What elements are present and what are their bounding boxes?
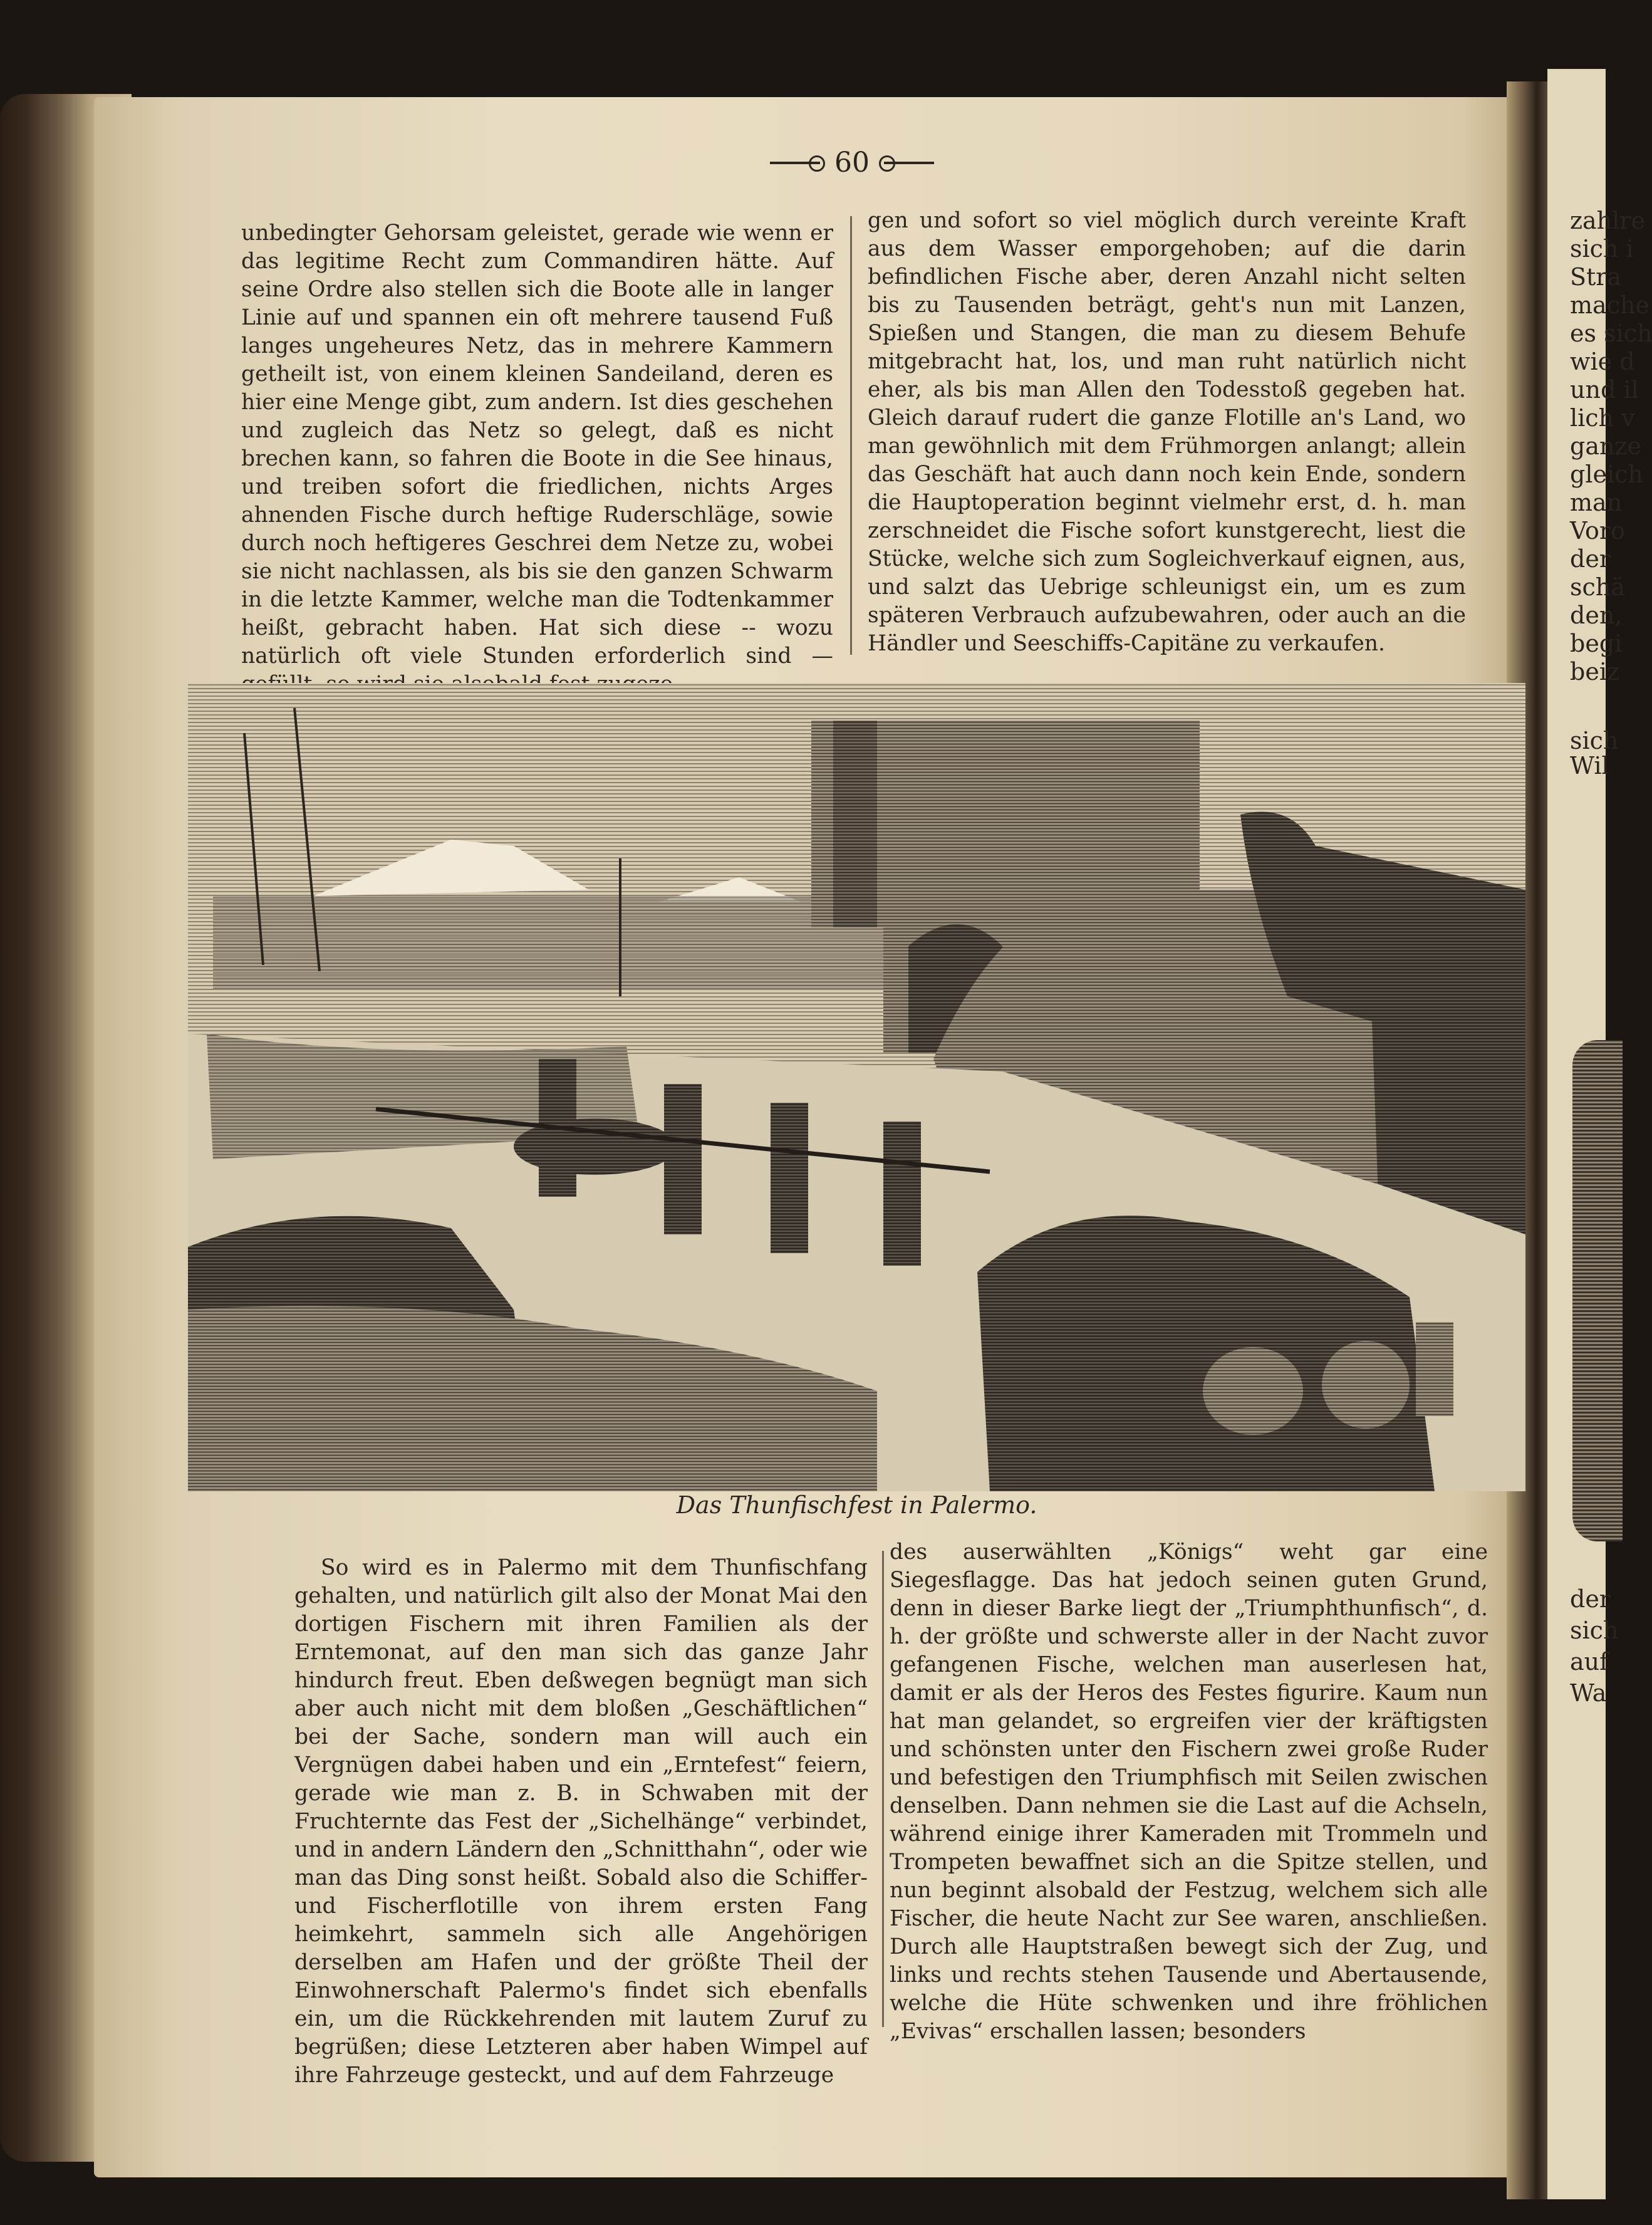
facing-page-fragment xyxy=(1547,69,1652,2199)
ornament-left-icon xyxy=(770,162,820,164)
facing-page-text-fragment: ganze xyxy=(1570,432,1641,460)
facing-page-text-fragment: und il xyxy=(1570,376,1639,404)
column-bottom-left xyxy=(294,1554,868,2090)
facing-page-text-fragment: man xyxy=(1570,489,1623,516)
facing-page-text-fragment: Wa xyxy=(1570,1679,1607,1707)
ornament-right-icon xyxy=(884,162,934,164)
illustration-caption: Das Thunfischfest in Palermo. xyxy=(676,1491,1037,1519)
paragraph: unbedingter Gehorsam geleistet, gerade wie wenn er das legitime Recht zum Commandiren hätte. Auf seine Ordre also stellen sich die Boote alle in langer Linie auf und spannen ein oft mehrere tausend Fuß langes ungeheures Netz, das in mehrere Kammern getheilt ist, von einem kleinen Sandeiland, deren es hier eine Menge gibt, zum andern. Ist dies geschehen und zugleich das Netz so gelegt, daß es nicht brechen kann, so fahren die Boote in die See hinaus, und treiben sofort die friedlichen, nichts Arges ahnenden Fische durch heftige Ruderschläge, sowie durch noch heftigeres Geschrei dem Netze zu, wobei sie nicht nachlassen, als bis sie den ganzen Schwarm in die letzte Kammer, welche man die Todtenkammer heißt, gebracht haben. Hat sich diese -- wozu natürlich oft viele Stunden erforderlich sind — xyxy=(241,221,833,669)
facing-page-text-fragment: Voro xyxy=(1570,517,1625,545)
facing-page-text-fragment: mache xyxy=(1570,291,1649,319)
facing-page-text-fragment: zahlre xyxy=(1570,207,1645,234)
column-divider-bottom xyxy=(882,1551,884,2027)
facing-page-text-fragment: der xyxy=(1570,1585,1611,1613)
column-bottom-right xyxy=(890,1538,1488,2046)
engraving-thunfischfest xyxy=(188,683,1525,1491)
facing-page-text-fragment: auf xyxy=(1570,1648,1609,1675)
column-top-right xyxy=(868,207,1466,658)
facing-page-illustration-fragment xyxy=(1572,1040,1623,1541)
facing-page-text-fragment: wie d xyxy=(1570,348,1635,375)
facing-page-text-fragment: Wil xyxy=(1570,752,1609,779)
facing-page-text-fragment: es sich xyxy=(1570,320,1652,347)
facing-page-text-fragment: lich v xyxy=(1570,404,1635,432)
facing-page-text-fragment: schä xyxy=(1570,573,1625,601)
facing-page-text-fragment: den, xyxy=(1570,602,1623,629)
facing-page-text-fragment: begi xyxy=(1570,630,1623,657)
column-divider-top xyxy=(850,216,852,655)
facing-page-text-fragment: der xyxy=(1570,545,1611,573)
paragraph: So wird es in Palermo mit dem Thunfischfang gehalten, und natürlich gilt also der Monat Mai den dortigen Fischern mit ihren Familien als der Erntemonat, auf den man sich das ganze Jahr hindurch freut. Eben deßwegen begnügt man sich aber auch nicht mit dem bloßen „Geschäftlichen“ bei der Sache, sondern man will auch ein Vergnügen dabei haben und ein „Erntefest“ feiern, gerade wie man z. B. in Schwaben mit der Fruchternte das Fest der „Sichelhänge“ verbindet, und in andern Ländern den „Schnitthahn“, oder wie man das Ding sonst heißt. Sobald also die Schiffer- und Fischerflotille von ihrem ersten Fang heimkehrt, sammeln sich alle Angehörigen derselben am Hafen und der größte Theil der Einwohnerschaft Palermo's findet sich ebenfalls ein, um die Rückkehrenden mit lautem Zuruf zu begrüßen; diese Letzteren aber haben Wimpel auf ihre Fahrzeuge gesteckt, und auf dem Fahrzeuge xyxy=(294,1555,868,2088)
facing-page-text-fragment: sich i xyxy=(1570,235,1634,263)
facing-page-text-fragment: sich xyxy=(1570,727,1619,754)
facing-page-text-fragment: beiz xyxy=(1570,658,1619,685)
facing-page-text-fragment: sich xyxy=(1570,1617,1619,1644)
facing-page-text-fragment: gleich xyxy=(1570,461,1643,488)
column-top-left xyxy=(241,219,833,699)
paragraph: des auserwählten „Königs“ weht gar eine Siegesflagge. Das hat jedoch seinen guten Grund, denn in dieser Barke liegt der „Triumphthunfisch“, d. h. der größte und schwerste aller in der Nacht zuvor gefangenen Fische, welchen man auserlesen hat, damit er als der Heros des Festes figurire. Kaum nun hat man gelandet, so ergreifen vier der kräftigsten und schönsten unter den Fischern zwei große Ruder und befestigen den Triumphfisch mit Seilen zwischen denselben. Dann nehmen sie die Last auf die Achseln, während einige ihrer Kameraden mit Trommeln und Trompeten bewaffnet sich an die Spitze stellen, und nun beginnt alsobald der Festzug, welchem sich alle Fischer, die heute Nacht zur See waren, anschließen. Durch alle Hauptstraßen bewegt sich der Zug, und links und rechts stehen Tausende und Abertausende, welche die Hüte schwenken und ihre fröhlichen „Evivas“ erschallen lassen; besonders xyxy=(890,1540,1488,2044)
paragraph: gen und sofort so viel möglich durch vereinte Kraft aus dem Wasser emporgehoben; auf die darin befindlichen Fische aber, deren Anzahl nicht selten bis zu Tausenden beträgt, geht's nun mit Lanzen, Spießen und Stangen, die man zu diesem Behufe mitgebracht hat, los, und man ruht natürlich nicht eher, als bis man Allen den Todesstoß gegeben hat. Gleich darauf rudert die ganze Flotille an's Land, wo man gewöhnlich mit dem Frühmorgen anlangt; allein das Geschäft hat auch dann noch kein Ende, sondern die Hauptoperation beginnt vielmehr erst, d. h. man zerschneidet die Fische sofort kunstgerecht, liest die Stücke, welche sich zum Sogleichverkauf eignen, aus, und salzt das Uebrige schleunigst ein, um es zum späteren Verbrauch aufzubewahren, oder auch an die Händler und Seeschiffs-Capitäne zu verkaufen. xyxy=(868,208,1466,656)
page-number: 60 xyxy=(834,147,870,179)
page-header xyxy=(745,147,958,190)
facing-page-text-fragment: Stra xyxy=(1570,263,1622,291)
